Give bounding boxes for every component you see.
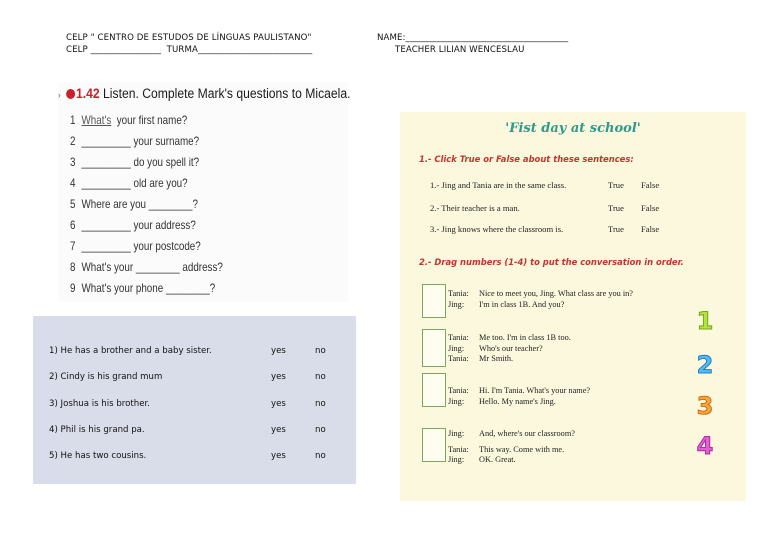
yn-statement-1: 1) He has a brother and a baby sister. [49, 346, 212, 356]
conversation-2: Tania: Me too. I'm in class 1B too. Jing: Who's our teacher? Tania: Mr Smith. [448, 333, 571, 364]
conversation-1: Tania: Nice to meet you, Jing. What class are you in? Jing: I'm in class 1B. And you? [448, 289, 633, 309]
question-8[interactable]: 8 What's your ________ address? [70, 260, 223, 274]
question-6[interactable]: 6 _________ your address? [70, 218, 196, 232]
true-button-2[interactable]: True [608, 203, 624, 213]
name-field[interactable]: NAME:_____________________________________ [377, 33, 569, 43]
question-2[interactable]: 2 _________ your surname? [70, 134, 200, 148]
yes-option-1[interactable]: yes [271, 346, 286, 356]
question-3[interactable]: 3 _________ do you spell it? [70, 155, 200, 169]
drop-box-2[interactable] [422, 329, 446, 367]
no-option-2[interactable]: no [315, 372, 326, 382]
false-button-1[interactable]: False [641, 180, 660, 190]
bullet-icon: › [58, 90, 61, 100]
instruction-1: 1.- Click True or False about these sentences: [419, 154, 634, 164]
first-day-worksheet [400, 112, 746, 501]
drop-box-3[interactable] [422, 373, 446, 407]
example-answer: What's [81, 113, 112, 127]
no-option-1[interactable]: no [315, 346, 326, 356]
no-option-5[interactable]: no [315, 451, 326, 461]
question-1: 1 What's your first name? [70, 113, 188, 127]
true-button-1[interactable]: True [608, 180, 624, 190]
draggable-number-2[interactable]: 2 [696, 351, 714, 379]
yes-option-2[interactable]: yes [271, 372, 286, 382]
false-button-3[interactable]: False [641, 224, 660, 234]
worksheet-title: 'Fist day at school' [505, 121, 641, 136]
audio-icon[interactable] [66, 89, 75, 99]
yes-no-exercise [33, 316, 356, 484]
conversation-3: Tania: Hi. I'm Tania. What's your name? Jing: Hello. My name's Jing. [448, 386, 591, 406]
listen-exercise [58, 82, 351, 302]
track-number: 1.42 [76, 86, 100, 101]
instruction-2: 2.- Drag numbers (1-4) to put the conversation in order. [419, 257, 684, 267]
yn-statement-4: 4) Phil is his grand pa. [49, 425, 145, 435]
false-button-2[interactable]: False [641, 203, 660, 213]
conversation-4: Jing: And, where's our classroom? Tania: This way. Come with me. Jing: OK. Great. [448, 429, 575, 465]
tf-statement-3: 3.- Jing knows where the classroom is. [430, 224, 564, 234]
question-4[interactable]: 4 _________ old are you? [70, 176, 188, 190]
draggable-number-1[interactable]: 1 [696, 307, 714, 335]
drop-box-4[interactable] [422, 428, 446, 462]
exercise-instruction: Listen. Complete Mark's questions to Micaela. [103, 86, 351, 101]
yes-option-4[interactable]: yes [271, 425, 286, 435]
question-7[interactable]: 7 _________ your postcode? [70, 239, 201, 253]
question-5[interactable]: 5 Where are you ________? [70, 197, 199, 211]
drop-box-1[interactable] [422, 284, 446, 318]
no-option-3[interactable]: no [315, 399, 326, 409]
teacher-name: TEACHER LILIAN WENCESLAU [395, 45, 525, 55]
yn-statement-3: 3) Joshua is his brother. [49, 399, 150, 409]
yn-statement-2: 2) Cindy is his grand mum [49, 372, 163, 382]
true-button-3[interactable]: True [608, 224, 624, 234]
question-9[interactable]: 9 What's your phone ________? [70, 281, 216, 295]
exercise-title [58, 86, 351, 101]
draggable-number-3[interactable]: 3 [696, 392, 714, 420]
tf-statement-1: 1.- Jing and Tania are in the same class. [430, 180, 567, 190]
yn-statement-5: 5) He has two cousins. [49, 451, 147, 461]
yes-option-5[interactable]: yes [271, 451, 286, 461]
draggable-number-4[interactable]: 4 [696, 432, 714, 460]
celp-turma-field[interactable]: CELP ________________ TURMA__________________________ [66, 45, 313, 55]
yes-option-3[interactable]: yes [271, 399, 286, 409]
tf-statement-2: 2.- Their teacher is a man. [430, 203, 520, 213]
no-option-4[interactable]: no [315, 425, 326, 435]
school-name: CELP " CENTRO DE ESTUDOS DE LÍNGUAS PAULISTANO" [66, 33, 312, 43]
